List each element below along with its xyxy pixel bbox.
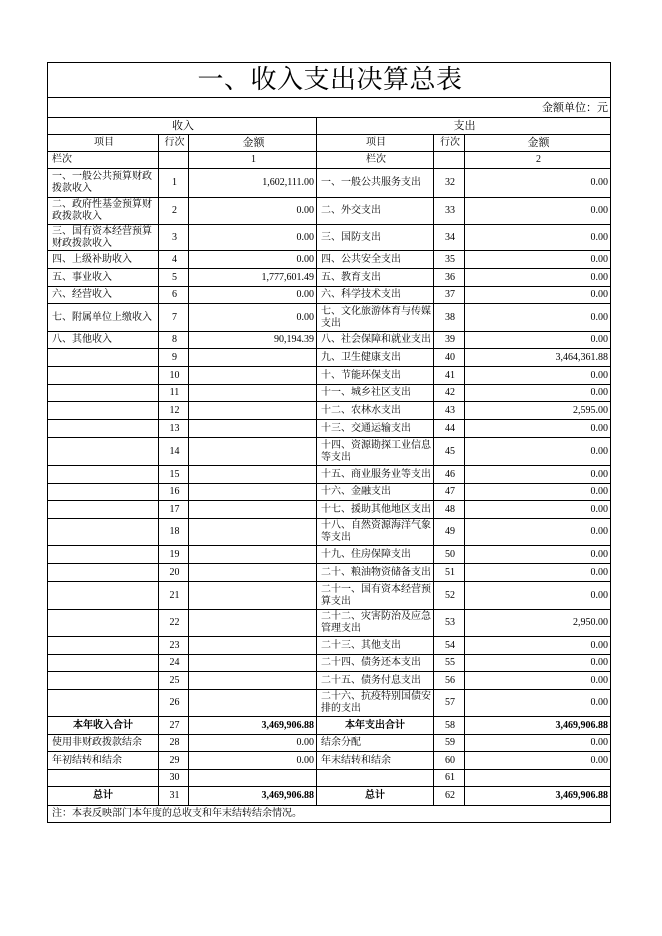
expense-item: 二十四、债务还本支出 [317, 655, 434, 672]
expense-amount: 2,595.00 [465, 402, 611, 420]
income-item: 五、事业收入 [48, 269, 159, 287]
expense-item: 十八、自然资源海洋气象等支出 [317, 519, 434, 546]
expense-line-no: 40 [434, 349, 465, 367]
income-item: 二、政府性基金预算财政拨款收入 [48, 198, 159, 225]
table-row [48, 402, 611, 420]
income-line-no: 7 [159, 304, 189, 332]
expense-amount: 0.00 [465, 367, 611, 385]
expense-item: 二、外交支出 [317, 198, 434, 225]
year-total-row [48, 717, 611, 735]
expense-amount: 0.00 [465, 484, 611, 501]
income-line-no: 2 [159, 198, 189, 225]
income-item: 七、附属单位上缴收入 [48, 304, 159, 332]
expense-amount: 0.00 [465, 752, 611, 770]
income-line-no: 10 [159, 367, 189, 385]
income-line-no: 29 [159, 752, 189, 770]
income-item-header: 项目 [48, 135, 159, 152]
expense-amount: 0.00 [465, 501, 611, 519]
expense-item: 七、文化旅游体育与传媒支出 [317, 304, 434, 332]
income-item: 三、国有资本经营预算财政拨款收入 [48, 225, 159, 251]
table-row [48, 169, 611, 198]
expense-line-no: 59 [434, 735, 465, 752]
income-line-no: 23 [159, 637, 189, 655]
expense-amount: 0.00 [465, 420, 611, 438]
expense-line-no: 51 [434, 564, 465, 582]
column-index-row [48, 152, 611, 169]
expense-line-no: 53 [434, 610, 465, 637]
expense-item: 十二、农林水支出 [317, 402, 434, 420]
income-amount [189, 438, 317, 466]
table-row [48, 269, 611, 287]
expense-line-no: 54 [434, 637, 465, 655]
expense-amount: 0.00 [465, 564, 611, 582]
expense-amount-header: 金额 [465, 135, 611, 152]
income-amount [189, 349, 317, 367]
income-item: 八、其他收入 [48, 332, 159, 349]
income-item: 四、上级补助收入 [48, 251, 159, 269]
table-row [48, 752, 611, 770]
income-line-no: 31 [159, 787, 189, 806]
income-line-no: 27 [159, 717, 189, 735]
income-line-no: 11 [159, 385, 189, 402]
income-amount [189, 420, 317, 438]
table-row [48, 438, 611, 466]
income-amount [189, 690, 317, 717]
expense-line-no: 36 [434, 269, 465, 287]
expense-item: 四、公共安全支出 [317, 251, 434, 269]
unit-row [48, 98, 611, 118]
income-amount [189, 770, 317, 787]
income-amount [189, 582, 317, 610]
income-item [48, 420, 159, 438]
table-row [48, 519, 611, 546]
expense-line-no-header: 行次 [434, 135, 465, 152]
expense-item: 十四、资源勘探工业信息等支出 [317, 438, 434, 466]
expense-item: 十九、住房保障支出 [317, 546, 434, 564]
income-line-no: 12 [159, 402, 189, 420]
income-amount [189, 466, 317, 484]
expense-column-blank [434, 152, 465, 169]
expense-line-no: 55 [434, 655, 465, 672]
income-item [48, 564, 159, 582]
income-item [48, 438, 159, 466]
income-amount [189, 519, 317, 546]
expense-line-no: 62 [434, 787, 465, 806]
expense-item: 二十、粮油物资储备支出 [317, 564, 434, 582]
income-line-no: 3 [159, 225, 189, 251]
expense-line-no: 42 [434, 385, 465, 402]
title-row [48, 63, 611, 98]
income-item [48, 501, 159, 519]
income-line-no: 26 [159, 690, 189, 717]
table-row [48, 735, 611, 752]
expense-line-no: 56 [434, 672, 465, 690]
income-column-blank [159, 152, 189, 169]
expense-line-no: 32 [434, 169, 465, 198]
income-amount-header: 金额 [189, 135, 317, 152]
expense-line-no: 58 [434, 717, 465, 735]
income-item [48, 546, 159, 564]
income-line-no: 16 [159, 484, 189, 501]
table-row [48, 349, 611, 367]
expense-item: 五、教育支出 [317, 269, 434, 287]
income-item [48, 655, 159, 672]
income-item [48, 367, 159, 385]
income-line-no: 20 [159, 564, 189, 582]
income-amount [189, 501, 317, 519]
expense-amount: 0.00 [465, 304, 611, 332]
expense-year-total-amount: 3,469,906.88 [465, 717, 611, 735]
expense-item: 九、卫生健康支出 [317, 349, 434, 367]
income-amount [189, 367, 317, 385]
table-row [48, 287, 611, 304]
expense-amount: 0.00 [465, 332, 611, 349]
expense-line-no: 38 [434, 304, 465, 332]
expense-amount: 0.00 [465, 672, 611, 690]
income-line-no: 1 [159, 169, 189, 198]
expense-line-no: 33 [434, 198, 465, 225]
table-row [48, 770, 611, 787]
table-row [48, 332, 611, 349]
expense-line-no: 39 [434, 332, 465, 349]
income-line-no: 28 [159, 735, 189, 752]
expense-line-no: 37 [434, 287, 465, 304]
expense-line-no: 52 [434, 582, 465, 610]
expense-item: 十七、援助其他地区支出 [317, 501, 434, 519]
expense-item: 十、节能环保支出 [317, 367, 434, 385]
income-line-no: 18 [159, 519, 189, 546]
income-year-total-label: 本年收入合计 [48, 717, 159, 735]
expense-item: 十三、交通运输支出 [317, 420, 434, 438]
income-amount [189, 402, 317, 420]
expense-item: 十六、金融支出 [317, 484, 434, 501]
table-row [48, 304, 611, 332]
income-item [48, 466, 159, 484]
expense-amount: 0.00 [465, 287, 611, 304]
expense-section-header: 支出 [317, 118, 611, 135]
expense-amount: 0.00 [465, 637, 611, 655]
table-row [48, 225, 611, 251]
expense-line-no: 35 [434, 251, 465, 269]
expense-amount [465, 770, 611, 787]
expense-item: 二十一、国有资本经营预算支出 [317, 582, 434, 610]
income-item: 使用非财政拨款结余 [48, 735, 159, 752]
income-amount [189, 564, 317, 582]
table-row [48, 610, 611, 637]
income-line-no: 17 [159, 501, 189, 519]
expense-item: 二十三、其他支出 [317, 637, 434, 655]
income-line-no: 15 [159, 466, 189, 484]
income-line-no: 19 [159, 546, 189, 564]
table-row [48, 501, 611, 519]
expense-item: 二十五、债务付息支出 [317, 672, 434, 690]
expense-amount: 0.00 [465, 546, 611, 564]
income-section-header: 收入 [48, 118, 317, 135]
expense-item: 六、科学技术支出 [317, 287, 434, 304]
income-amount: 0.00 [189, 251, 317, 269]
income-line-no: 30 [159, 770, 189, 787]
income-line-no: 13 [159, 420, 189, 438]
expense-line-no: 46 [434, 466, 465, 484]
income-line-no: 4 [159, 251, 189, 269]
expense-line-no: 45 [434, 438, 465, 466]
income-line-no: 21 [159, 582, 189, 610]
table-row [48, 385, 611, 402]
income-amount [189, 546, 317, 564]
income-line-no: 25 [159, 672, 189, 690]
expense-line-no: 41 [434, 367, 465, 385]
table-row [48, 672, 611, 690]
income-line-no: 14 [159, 438, 189, 466]
expense-column-label: 栏次 [317, 152, 434, 169]
table-row [48, 564, 611, 582]
expense-item: 八、社会保障和就业支出 [317, 332, 434, 349]
income-amount [189, 655, 317, 672]
income-item [48, 610, 159, 637]
table-row [48, 546, 611, 564]
table-note: 注：本表反映部门本年度的总收支和年末结转结余情况。 [48, 806, 611, 823]
expense-amount: 3,464,361.88 [465, 349, 611, 367]
income-amount: 0.00 [189, 198, 317, 225]
expense-grand-total-amount: 3,469,906.88 [465, 787, 611, 806]
expense-line-no: 61 [434, 770, 465, 787]
expense-amount: 0.00 [465, 251, 611, 269]
income-line-no: 8 [159, 332, 189, 349]
expense-item: 十一、城乡社区支出 [317, 385, 434, 402]
table-row [48, 466, 611, 484]
expense-item: 年末结转和结余 [317, 752, 434, 770]
expense-amount: 0.00 [465, 438, 611, 466]
section-header-row [48, 118, 611, 135]
expense-item: 一、一般公共服务支出 [317, 169, 434, 198]
note-row [48, 806, 611, 823]
expense-amount: 0.00 [465, 225, 611, 251]
expense-line-no: 47 [434, 484, 465, 501]
income-item [48, 385, 159, 402]
table-row [48, 582, 611, 610]
expense-amount: 0.00 [465, 466, 611, 484]
table-row [48, 690, 611, 717]
table-row [48, 484, 611, 501]
income-amount [189, 637, 317, 655]
income-amount: 0.00 [189, 287, 317, 304]
income-amount: 0.00 [189, 304, 317, 332]
income-line-no: 6 [159, 287, 189, 304]
income-year-total-amount: 3,469,906.88 [189, 717, 317, 735]
income-amount [189, 610, 317, 637]
expense-amount: 0.00 [465, 198, 611, 225]
expense-line-no: 50 [434, 546, 465, 564]
income-item: 一、一般公共预算财政拨款收入 [48, 169, 159, 198]
income-amount [189, 385, 317, 402]
income-item [48, 349, 159, 367]
expense-amount: 0.00 [465, 582, 611, 610]
income-item: 六、经营收入 [48, 287, 159, 304]
expense-item: 二十六、抗疫特别国债安排的支出 [317, 690, 434, 717]
expense-amount: 0.00 [465, 690, 611, 717]
expense-amount: 0.00 [465, 269, 611, 287]
income-amount: 1,777,601.49 [189, 269, 317, 287]
expense-amount: 0.00 [465, 735, 611, 752]
table-row [48, 367, 611, 385]
income-line-no: 9 [159, 349, 189, 367]
unit-label: 金额单位：元 [48, 98, 611, 118]
income-item [48, 770, 159, 787]
expense-grand-total-label: 总计 [317, 787, 434, 806]
expense-item [317, 770, 434, 787]
expense-amount: 0.00 [465, 385, 611, 402]
income-line-no: 22 [159, 610, 189, 637]
page-title: 一、收入支出决算总表 [48, 63, 611, 98]
income-item [48, 484, 159, 501]
expense-item: 二十二、灾害防治及应急管理支出 [317, 610, 434, 637]
income-line-no: 24 [159, 655, 189, 672]
expense-line-no: 34 [434, 225, 465, 251]
expense-line-no: 49 [434, 519, 465, 546]
expense-column-number: 2 [465, 152, 611, 169]
income-grand-total-amount: 3,469,906.88 [189, 787, 317, 806]
income-amount: 0.00 [189, 735, 317, 752]
income-expense-summary-table [47, 62, 611, 823]
income-amount [189, 484, 317, 501]
income-amount: 1,602,111.00 [189, 169, 317, 198]
expense-amount: 2,950.00 [465, 610, 611, 637]
income-column-label: 栏次 [48, 152, 159, 169]
expense-line-no: 44 [434, 420, 465, 438]
expense-line-no: 43 [434, 402, 465, 420]
income-item [48, 582, 159, 610]
expense-item-header: 项目 [317, 135, 434, 152]
table-row [48, 655, 611, 672]
expense-year-total-label: 本年支出合计 [317, 717, 434, 735]
table-row [48, 251, 611, 269]
income-column-number: 1 [189, 152, 317, 169]
income-item [48, 672, 159, 690]
expense-item: 三、国防支出 [317, 225, 434, 251]
expense-line-no: 48 [434, 501, 465, 519]
income-amount: 90,194.39 [189, 332, 317, 349]
table-row [48, 198, 611, 225]
income-amount: 0.00 [189, 752, 317, 770]
income-item [48, 519, 159, 546]
expense-line-no: 57 [434, 690, 465, 717]
expense-amount: 0.00 [465, 169, 611, 198]
income-item [48, 637, 159, 655]
expense-line-no: 60 [434, 752, 465, 770]
expense-item: 结余分配 [317, 735, 434, 752]
column-header-row [48, 135, 611, 152]
income-line-no-header: 行次 [159, 135, 189, 152]
expense-item: 十五、商业服务业等支出 [317, 466, 434, 484]
income-item: 年初结转和结余 [48, 752, 159, 770]
income-line-no: 5 [159, 269, 189, 287]
expense-amount: 0.00 [465, 655, 611, 672]
table-row [48, 420, 611, 438]
income-item [48, 690, 159, 717]
income-item [48, 402, 159, 420]
income-amount: 0.00 [189, 225, 317, 251]
income-amount [189, 672, 317, 690]
expense-amount: 0.00 [465, 519, 611, 546]
grand-total-row [48, 787, 611, 806]
income-grand-total-label: 总计 [48, 787, 159, 806]
table-row [48, 637, 611, 655]
